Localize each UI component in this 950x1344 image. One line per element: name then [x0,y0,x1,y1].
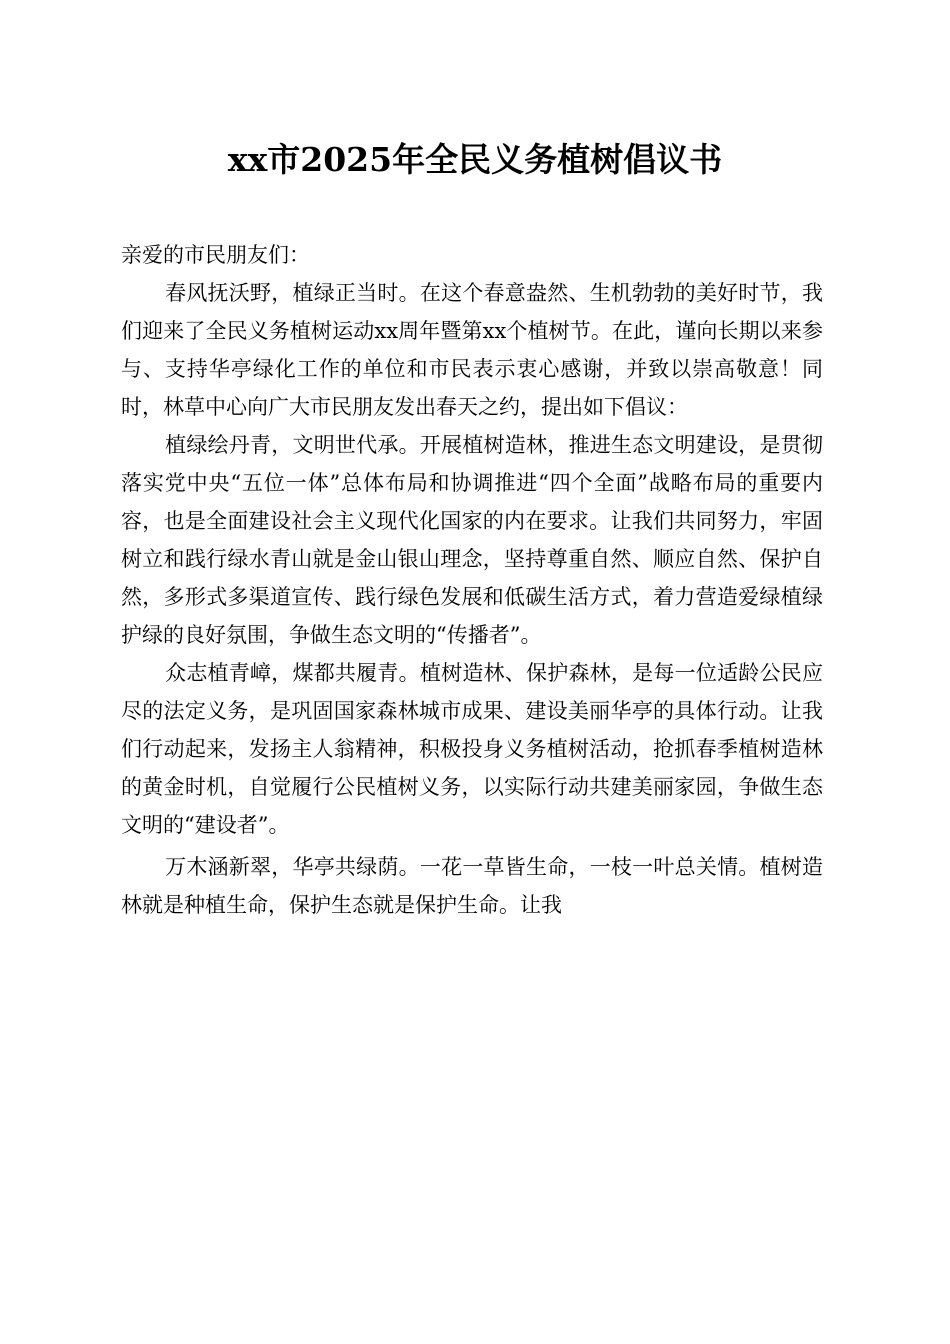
paragraph-3: 众志植青嶂，煤都共履青。植树造林、保护森林，是每一位适龄公民应尽的法定义务，是巩固国家森林城市成果、建设美丽华亭的具体行动。让我们行动起来，发扬主人翁精神，积极投身义务植树活动，抢抓春季植树造林的黄金时机，自觉履行公民植树义务，以实际行动共建美丽家园，争做生态文明的“建设者”。 [121,661,823,837]
document-title: xx市2025年全民义务植树倡议书 [227,140,723,179]
paragraph-1: 春风抚沃野，植绿正当时。在这个春意盎然、生机勃勃的美好时节，我们迎来了全民义务植树运动xx周年暨第xx个植树节。在此，谨向长期以来参与、支持华亭绿化工作的单位和市民表示衷心感谢，并致以崇高敬意！同时，林草中心向广大市民朋友发出春天之约，提出如下倡议： [121,281,823,419]
paragraph-2: 植绿绘丹青，文明世代承。开展植树造林，推进生态文明建设，是贯彻落实党中央“五位一体”总体布局和协调推进“四个全面”战略布局的重要内容，也是全面建设社会主义现代化国家的内在要求。让我们共同努力，牢固树立和践行绿水青山就是金山银山理念，坚持尊重自然、顺应自然、保护自然，多形式多渠道宣传、践行绿色发展和低碳生活方式，着力营造爱绿植绿护绿的良好氛围，争做生态文明的“传播者”。 [121,433,823,647]
paragraph-4: 万木涵新翠，华亭共绿荫。一花一草皆生命，一枝一叶总关情。植树造林就是种植生命，保护生态就是保护生命。让我 [121,855,823,917]
document-body [121,236,823,924]
salutation: 亲爱的市民朋友们： [121,243,310,267]
